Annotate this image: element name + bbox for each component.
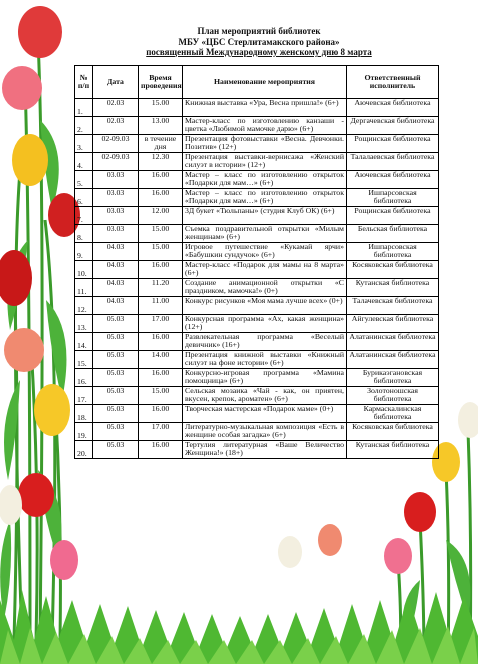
cell-date: 03.03	[93, 171, 139, 189]
table-row	[75, 315, 439, 333]
cell-event-name: Мастер – класс по изготовлению открыток «Подарки для мам…» (6+)	[183, 189, 347, 207]
title-line-1: План мероприятий библиотек	[197, 26, 321, 36]
cell-date: 04.03	[93, 297, 139, 315]
cell-num: 9.	[75, 243, 93, 261]
title-line-3: посвященный Международному женскому дню 8 марта	[146, 47, 372, 57]
cell-num: 14.	[75, 333, 93, 351]
cell-time: 16.00	[139, 441, 183, 459]
cell-event-name: Литературно-музыкальная композиция «Есть в женщине особая загадка» (6+)	[183, 423, 347, 441]
cell-responsible: Ишпарсовская библиотека	[347, 189, 439, 207]
header-responsible: Ответственный исполнитель	[347, 66, 439, 99]
cell-time: в течение дня	[139, 135, 183, 153]
cell-responsible: Аючевская библиотека	[347, 99, 439, 117]
table-row	[75, 369, 439, 387]
cell-date: 05.03	[93, 405, 139, 423]
cell-time: 17.00	[139, 315, 183, 333]
cell-responsible: Кутанская библиотека	[347, 279, 439, 297]
table-header-row	[75, 66, 439, 99]
table-row	[75, 243, 439, 261]
header-date: Дата	[93, 66, 139, 99]
cell-event-name: Мастер – класс по изготовлению открыток «Подарки для мам…» (6+)	[183, 171, 347, 189]
table-row	[75, 189, 439, 207]
cell-date: 03.03	[93, 225, 139, 243]
table-row	[75, 207, 439, 225]
cell-responsible: Бельская библиотека	[347, 225, 439, 243]
cell-responsible: Рощинская библиотека	[347, 135, 439, 153]
cell-num: 8.	[75, 225, 93, 243]
title-line-2: МБУ «ЦБС Стерлитамакского района»	[178, 36, 340, 47]
cell-event-name: Создание анимационной открытки «С праздником, мамочка!» (0+)	[183, 279, 347, 297]
cell-num: 4.	[75, 153, 93, 171]
cell-event-name: Развлекательная программа «Веселый девичник» (16+)	[183, 333, 347, 351]
cell-responsible: Золотоношская библиотека	[347, 387, 439, 405]
cell-time: 16.00	[139, 333, 183, 351]
document-title	[60, 26, 458, 58]
header-num: № п/п	[75, 66, 93, 99]
events-table	[74, 65, 439, 459]
table-row	[75, 423, 439, 441]
table-row	[75, 387, 439, 405]
cell-date: 05.03	[93, 423, 139, 441]
cell-date: 05.03	[93, 387, 139, 405]
cell-date: 02.03	[93, 99, 139, 117]
cell-event-name: Мастер-класс по изготовлению канзаши - цветка «Любимой мамочке дарю» (6+)	[183, 117, 347, 135]
cell-num: 20.	[75, 441, 93, 459]
cell-date: 03.03	[93, 207, 139, 225]
cell-date: 05.03	[93, 441, 139, 459]
cell-time: 15.00	[139, 99, 183, 117]
cell-time: 16.00	[139, 189, 183, 207]
cell-event-name: Конкурс рисунков «Моя мама лучше всех» (0+)	[183, 297, 347, 315]
cell-event-name: Мастер-класс «Подарок для мамы на 8 марта» (6+)	[183, 261, 347, 279]
cell-date: 04.03	[93, 261, 139, 279]
cell-event-name: Презентация фотовыставки «Весна. Девчонки. Позитив» (12+)	[183, 135, 347, 153]
cell-event-name: 3Д букет «Тюльпаны» (студия Клуб ОК) (6+)	[183, 207, 347, 225]
table-row	[75, 351, 439, 369]
cell-event-name: Конкурсно-игровая программа «Мамина помощница» (6+)	[183, 369, 347, 387]
cell-responsible: Алатанинская библиотека	[347, 351, 439, 369]
cell-num: 12.	[75, 297, 93, 315]
cell-event-name: Книжная выставка «Ура, Весна пришла!» (6+)	[183, 99, 347, 117]
cell-time: 16.00	[139, 171, 183, 189]
cell-responsible: Аючевская библиотека	[347, 171, 439, 189]
cell-responsible: Талачевская библиотека	[347, 297, 439, 315]
cell-num: 15.	[75, 351, 93, 369]
table-row	[75, 405, 439, 423]
table-row	[75, 153, 439, 171]
cell-responsible: Айгулевская библиотека	[347, 315, 439, 333]
cell-time: 16.00	[139, 261, 183, 279]
cell-num: 6.	[75, 189, 93, 207]
table-row	[75, 135, 439, 153]
cell-responsible: Рощинская библиотека	[347, 207, 439, 225]
cell-time: 16.00	[139, 405, 183, 423]
cell-event-name: Тертулия литературная «Ваше Величество Женщина!» (18+)	[183, 441, 347, 459]
cell-date: 02.03	[93, 117, 139, 135]
cell-date: 05.03	[93, 351, 139, 369]
table-row	[75, 99, 439, 117]
cell-date: 05.03	[93, 315, 139, 333]
cell-time: 16.00	[139, 369, 183, 387]
table-row	[75, 441, 439, 459]
cell-num: 7.	[75, 207, 93, 225]
table-row	[75, 225, 439, 243]
cell-time: 12.30	[139, 153, 183, 171]
cell-num: 19.	[75, 423, 93, 441]
cell-responsible: Талалаевская библиотека	[347, 153, 439, 171]
cell-time: 11.00	[139, 297, 183, 315]
cell-num: 17.	[75, 387, 93, 405]
cell-date: 02-09.03	[93, 135, 139, 153]
table-row	[75, 117, 439, 135]
cell-num: 1.	[75, 99, 93, 117]
cell-time: 15.00	[139, 225, 183, 243]
cell-time: 12.00	[139, 207, 183, 225]
cell-event-name: Презентация выставки-вернисажа «Женский силуэт в истории» (12+)	[183, 153, 347, 171]
cell-num: 2.	[75, 117, 93, 135]
cell-time: 14.00	[139, 351, 183, 369]
cell-num: 5.	[75, 171, 93, 189]
cell-time: 15.00	[139, 387, 183, 405]
cell-date: 05.03	[93, 369, 139, 387]
cell-responsible: Дергачевская библиотека	[347, 117, 439, 135]
table-row	[75, 333, 439, 351]
table-row	[75, 297, 439, 315]
table-body	[75, 99, 439, 459]
cell-date: 04.03	[93, 243, 139, 261]
cell-num: 18.	[75, 405, 93, 423]
cell-num: 13.	[75, 315, 93, 333]
cell-num: 16.	[75, 369, 93, 387]
cell-date: 02-09.03	[93, 153, 139, 171]
cell-event-name: Съемка поздравительной открытки «Милым женщинам» (6+)	[183, 225, 347, 243]
cell-event-name: Конкурсная программа «Ах, какая женщина» (12+)	[183, 315, 347, 333]
header-time: Время проведения	[139, 66, 183, 99]
cell-date: 04.03	[93, 279, 139, 297]
cell-event-name: Игровое путешествие «Кукамай ярчи» «Бабушкин сундучок» (6+)	[183, 243, 347, 261]
cell-time: 13.00	[139, 117, 183, 135]
cell-event-name: Сельская мозаика «Чай - как, он приятен, вкусен, крепок, ароматен» (6+)	[183, 387, 347, 405]
cell-responsible: Косяковская библиотека	[347, 423, 439, 441]
cell-num: 3.	[75, 135, 93, 153]
cell-time: 15.00	[139, 243, 183, 261]
table-row	[75, 279, 439, 297]
header-name: Наименование мероприятия	[183, 66, 347, 99]
cell-responsible: Кармаскалинская библиотека	[347, 405, 439, 423]
cell-responsible: Алатанинская библиотека	[347, 333, 439, 351]
table-row	[75, 171, 439, 189]
cell-num: 11.	[75, 279, 93, 297]
cell-date: 03.03	[93, 189, 139, 207]
cell-responsible: Косяковская библиотека	[347, 261, 439, 279]
cell-responsible: Кутанская библиотека	[347, 441, 439, 459]
cell-time: 11.20	[139, 279, 183, 297]
cell-num: 10.	[75, 261, 93, 279]
cell-time: 17.00	[139, 423, 183, 441]
cell-event-name: Презентация книжной выставки «Книжный силуэт на фоне истории» (6+)	[183, 351, 347, 369]
table-row	[75, 261, 439, 279]
cell-event-name: Творческая мастерская «Подарок маме» (0+)	[183, 405, 347, 423]
cell-date: 05.03	[93, 333, 139, 351]
cell-responsible: Ишпарсовская библиотека	[347, 243, 439, 261]
cell-responsible: Бурикаэгановская библиотека	[347, 369, 439, 387]
